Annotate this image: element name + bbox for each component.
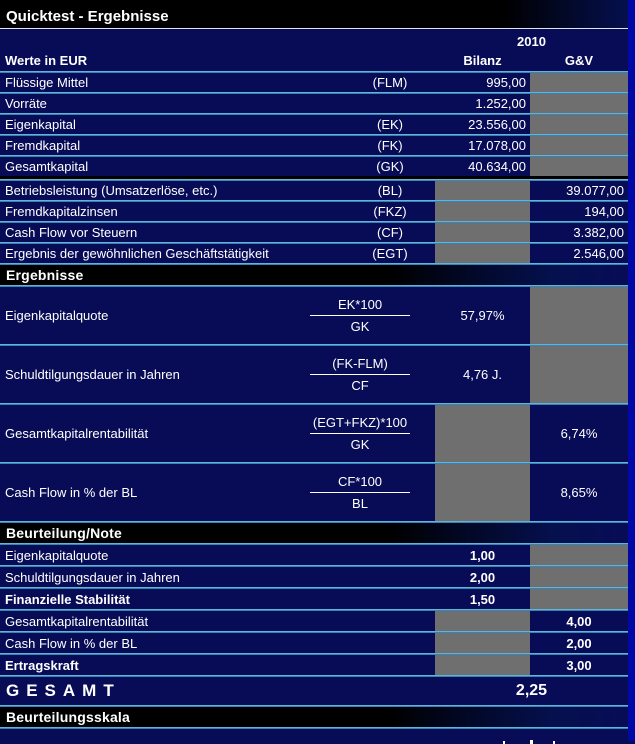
gv-blocked-cell [530, 157, 628, 176]
gv-blocked-cell [530, 545, 628, 565]
row-label: Gesamtkapitalrentabilität [5, 426, 149, 441]
bilanz-grade-cell[interactable]: 1,50 [469, 591, 496, 607]
gv-grade-cell[interactable]: 4,00 [566, 613, 592, 629]
fraction-line [310, 492, 410, 493]
fraction-line [310, 433, 410, 434]
gv-value-cell[interactable]: 3.382,00 [573, 225, 624, 240]
row-label: Cash Flow in % der BL [5, 635, 138, 651]
ratio-row-schuldtilgungsdauer [0, 346, 628, 403]
bilanz-value-cell[interactable]: 17.078,00 [468, 138, 526, 153]
formula-numerator: (FK-FLM) [332, 356, 388, 371]
formula-denominator: GK [350, 319, 370, 334]
fraction-line [310, 374, 410, 375]
gv-blocked-cell [530, 589, 628, 609]
row-code: (GK) [376, 159, 404, 174]
formula-denominator: BL [352, 496, 368, 511]
table-row-cashflow-vor-steuern [0, 223, 628, 242]
section-header-beurteilungsskala [0, 707, 628, 727]
row-code: (FK) [377, 138, 403, 153]
formula-fraction [285, 287, 435, 344]
bilanz-column-header: Bilanz [463, 52, 502, 68]
ratio-row-eigenkapitalquote [0, 287, 628, 344]
row-label: Eigenkapitalquote [5, 547, 109, 563]
row-label: Eigenkapital [5, 117, 76, 132]
grade-row-cashflow-prozent-bl [0, 633, 628, 653]
total-row [0, 677, 628, 705]
row-code [345, 94, 435, 113]
gv-blocked-cell [530, 94, 628, 113]
gv-grade-cell[interactable]: 2,00 [566, 635, 592, 651]
bilanz-blocked-cell [435, 244, 530, 263]
grade-row-eigenkapitalquote [0, 545, 628, 565]
bilanz-blocked-cell [435, 633, 530, 653]
row-code: (CF) [377, 225, 403, 240]
gv-value-cell[interactable]: 39.077,00 [566, 183, 624, 198]
table-row-vorraete [0, 94, 628, 113]
gv-blocked-cell [530, 136, 628, 155]
bilanz-value-cell[interactable]: 23.556,00 [468, 117, 526, 132]
grade-row-schuldtilgungsdauer [0, 567, 628, 587]
bilanz-value-cell[interactable]: 40.634,00 [468, 159, 526, 174]
values-in-eur-header: Werte in EUR [5, 52, 88, 68]
row-label: Cash Flow vor Steuern [5, 225, 138, 240]
formula-fraction [285, 405, 435, 462]
bilanz-blocked-cell [435, 181, 530, 200]
gv-value-cell[interactable]: 2.546,00 [573, 246, 624, 261]
row-label: Eigenkapitalquote [5, 308, 109, 323]
table-row-fremdkapitalzinsen [0, 202, 628, 221]
row-label: Cash Flow in % der BL [5, 485, 138, 500]
row-label: Betriebsleistung (Umsatzerlöse, etc.) [5, 183, 218, 198]
row-label: Vorräte [5, 96, 47, 111]
formula-numerator: (EGT+FKZ)*100 [312, 415, 408, 430]
column-headers-row [0, 49, 628, 71]
column-header-block [0, 29, 628, 71]
table-row-egt [0, 244, 628, 263]
ratio-row-gesamtkapitalrentabilitaet [0, 405, 628, 462]
formula-numerator: CF*100 [337, 474, 383, 489]
table-row-fluessige-mittel [0, 73, 628, 92]
row-label: Ergebnis der gewöhnlichen Geschäftstätigkeit [5, 246, 269, 261]
year-row [0, 29, 628, 49]
gv-blocked-cell [530, 567, 628, 587]
bilanz-result-cell[interactable]: 4,76 J. [462, 367, 503, 382]
table-row-fremdkapital [0, 136, 628, 155]
gv-blocked-cell [530, 287, 628, 344]
formula-denominator: GK [350, 437, 370, 452]
bilanz-blocked-cell [435, 405, 530, 462]
section-header-ergebnisse [0, 265, 628, 285]
bilanz-result-cell[interactable]: 57,97% [460, 308, 505, 323]
row-label: Ertragskraft [5, 657, 79, 673]
fraction-line [310, 315, 410, 316]
bilanz-blocked-cell [435, 611, 530, 631]
gv-blocked-cell [530, 73, 628, 92]
window-right-border [628, 0, 635, 741]
bilanz-grade-cell[interactable]: 2,00 [469, 569, 496, 585]
formula-fraction [285, 464, 435, 521]
row-code: (EGT) [372, 246, 408, 261]
bilanz-blocked-cell [435, 223, 530, 242]
section-header-beurteilung [0, 523, 628, 543]
row-code: (FLM) [372, 75, 408, 90]
grade-row-finanzielle-stabilitaet [0, 589, 628, 609]
gv-result-cell[interactable]: 6,74% [560, 426, 598, 441]
section-title: Beurteilung/Note [6, 525, 122, 541]
report-title-bar [0, 0, 628, 29]
clipped-bottom-row [0, 729, 628, 744]
row-label: Fremdkapitalzinsen [5, 204, 118, 219]
row-label: Finanzielle Stabilität [5, 591, 130, 607]
row-code: (EK) [377, 117, 403, 132]
ratio-row-cashflow-prozent-bl [0, 464, 628, 521]
formula-denominator: CF [351, 378, 369, 393]
table-row-betriebsleistung [0, 181, 628, 200]
bilanz-value-cell[interactable]: 995,00 [486, 75, 526, 90]
year-header: 2010 [517, 34, 546, 49]
row-label: Flüssige Mittel [5, 75, 89, 90]
total-label: GESAMT [6, 681, 121, 700]
gv-result-cell[interactable]: 8,65% [560, 485, 598, 500]
row-code: (BL) [377, 183, 403, 198]
gv-grade-cell[interactable]: 3,00 [566, 657, 592, 673]
gv-value-cell[interactable]: 194,00 [584, 204, 624, 219]
gv-blocked-cell [530, 346, 628, 403]
page-title: Quicktest - Ergebnisse [6, 8, 169, 25]
row-label: Gesamtkapitalrentabilität [5, 613, 149, 629]
section-title: Beurteilungsskala [6, 709, 130, 725]
total-grade-value[interactable]: 2,25 [515, 682, 548, 699]
gv-column-header: G&V [564, 52, 594, 68]
bilanz-grade-cell[interactable]: 1,00 [469, 547, 496, 563]
row-label: Schuldtilgungsdauer in Jahren [5, 367, 180, 382]
bilanz-blocked-cell [435, 464, 530, 521]
row-label: Gesamtkapital [5, 159, 89, 174]
row-code: (FKZ) [373, 204, 407, 219]
row-label: Schuldtilgungsdauer in Jahren [5, 569, 180, 585]
bilanz-blocked-cell [435, 655, 530, 675]
bilanz-value-cell[interactable]: 1.252,00 [475, 96, 526, 111]
formula-numerator: EK*100 [337, 297, 383, 312]
grade-row-ertragskraft [0, 655, 628, 675]
section-title: Ergebnisse [6, 267, 84, 283]
formula-fraction [285, 346, 435, 403]
table-row-eigenkapital [0, 115, 628, 134]
grade-row-gesamtkapitalrentabilitaet [0, 611, 628, 631]
row-label: Fremdkapital [5, 138, 81, 153]
table-row-gesamtkapital [0, 157, 628, 176]
gv-blocked-cell [530, 115, 628, 134]
bilanz-blocked-cell [435, 202, 530, 221]
